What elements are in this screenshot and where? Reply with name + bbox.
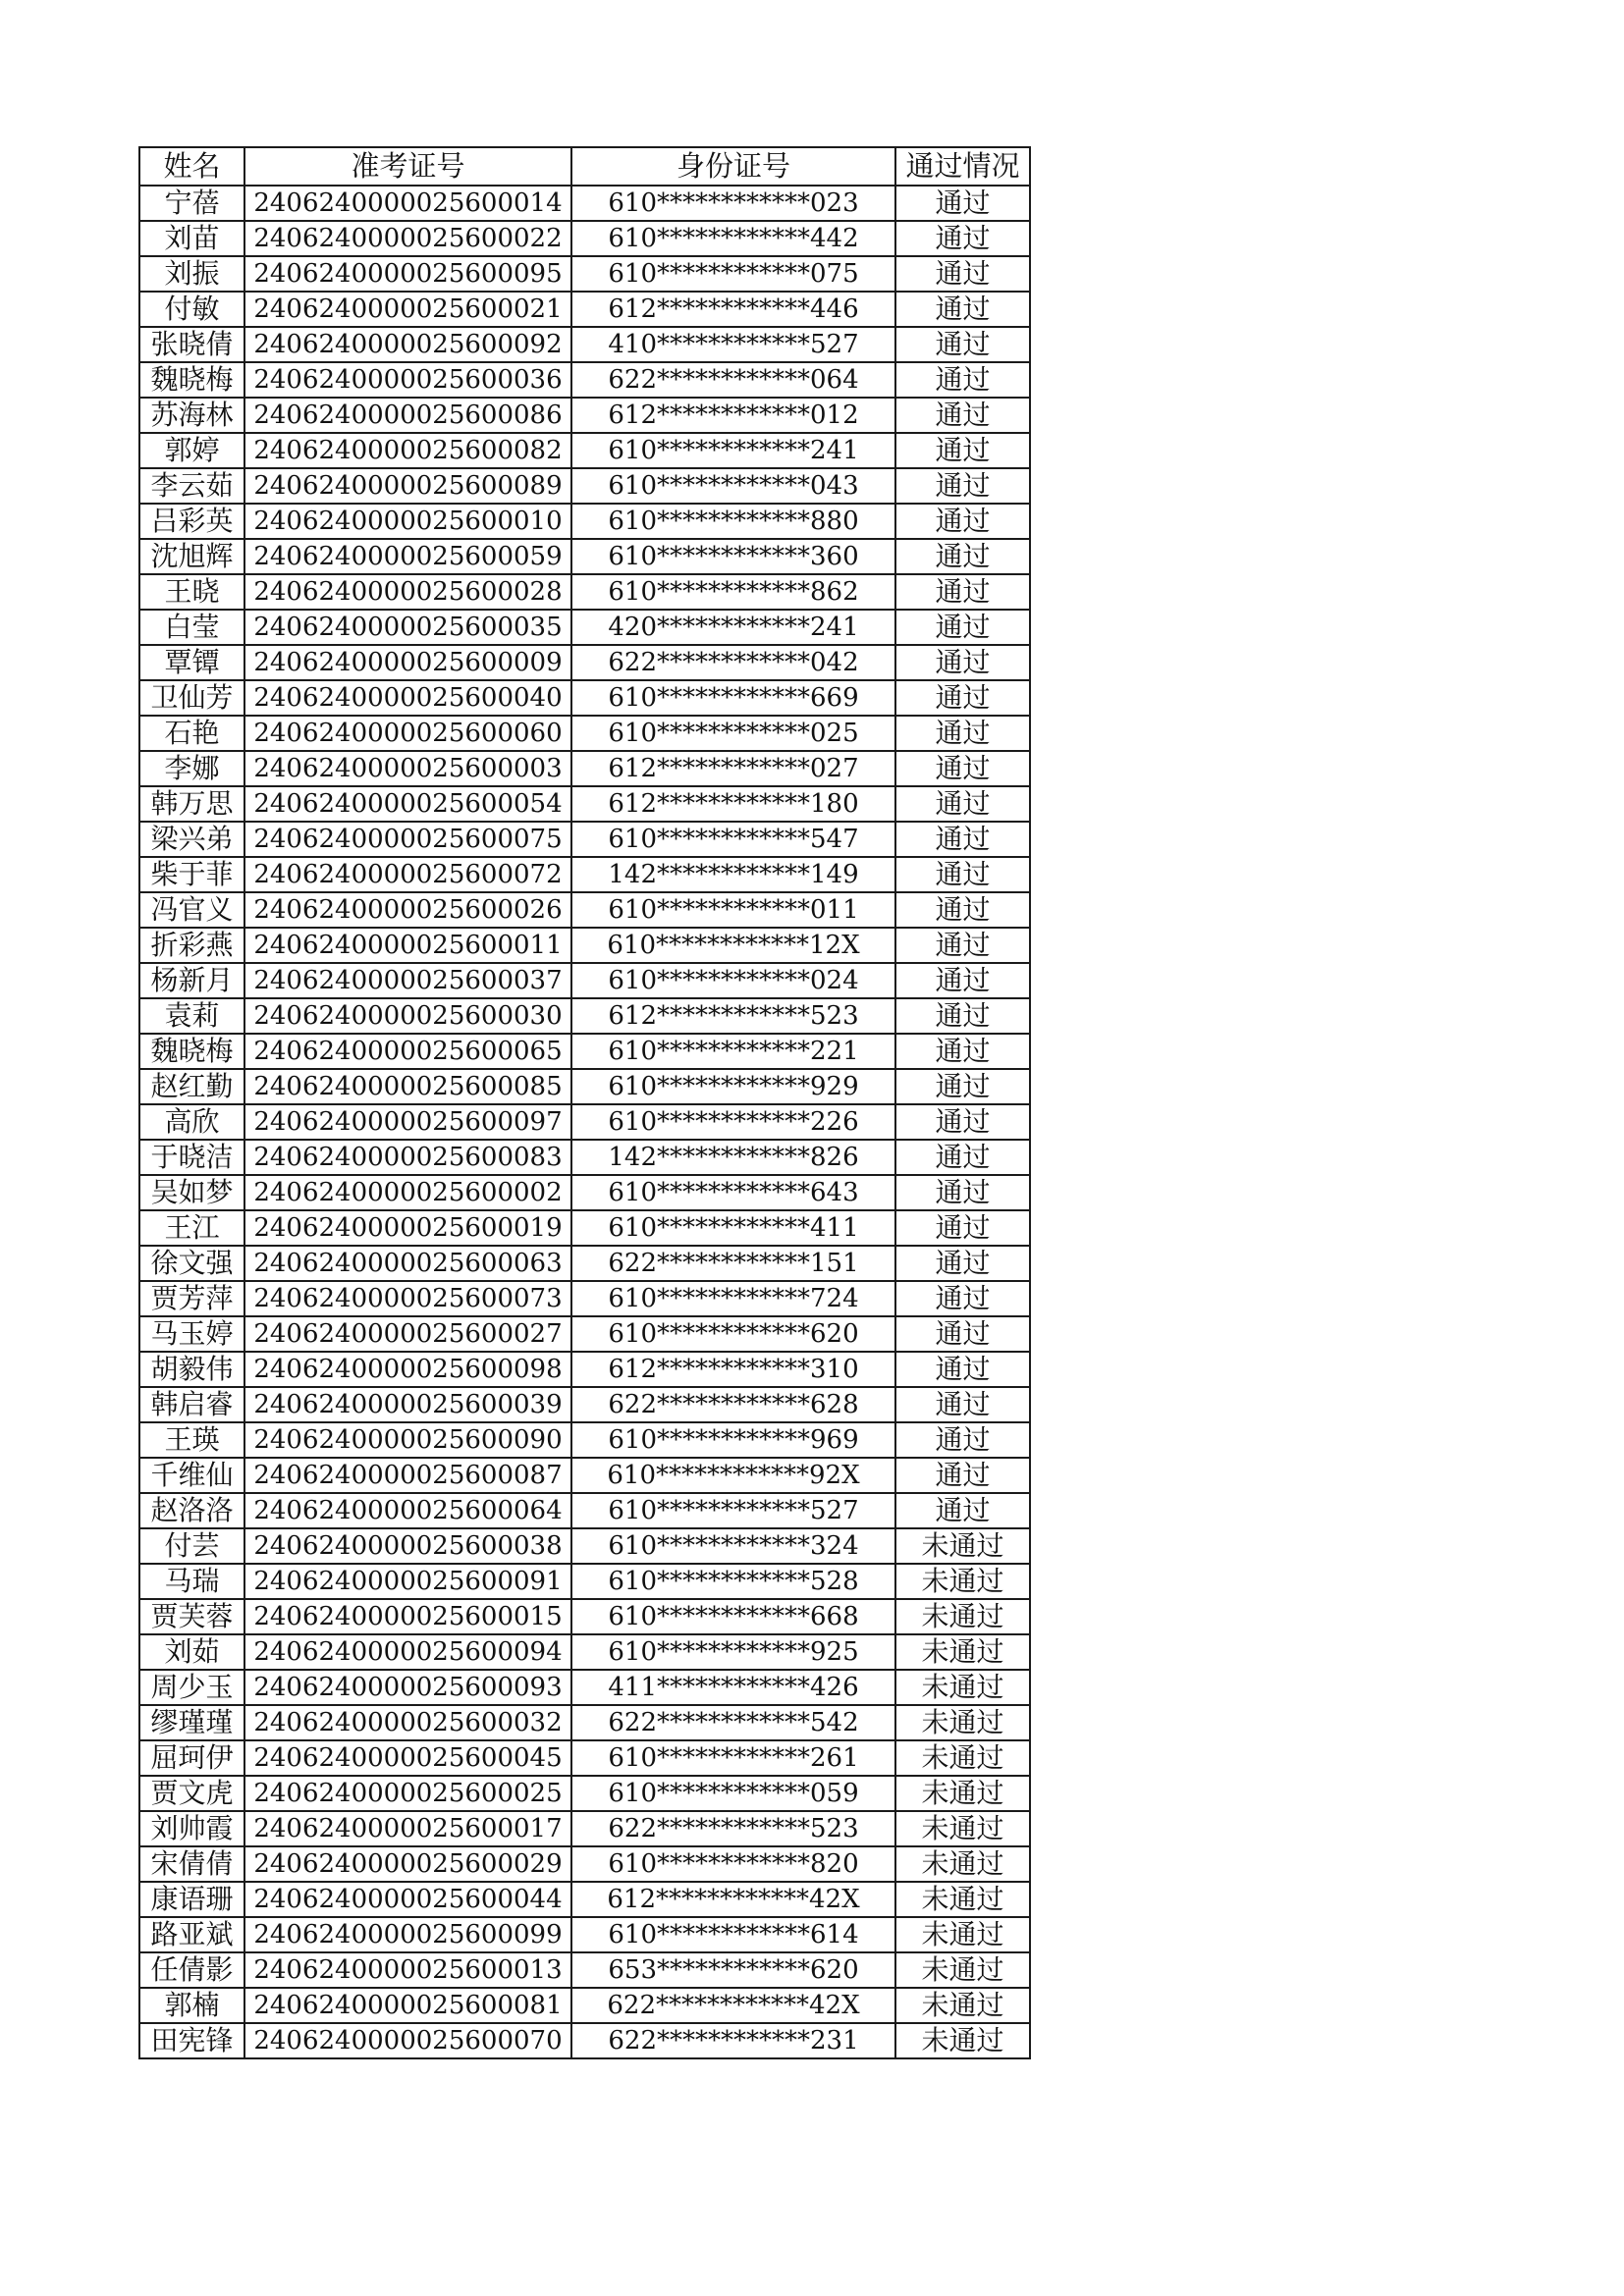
cell-exam-number: 2406240000025600083 <box>244 1140 571 1175</box>
cell-pass-status: 通过 <box>895 857 1030 892</box>
cell-name: 徐文强 <box>139 1246 244 1281</box>
table-row <box>139 1599 1030 1634</box>
cell-name: 魏晓梅 <box>139 1034 244 1069</box>
cell-name: 缪瑾瑾 <box>139 1705 244 1740</box>
cell-id-number: 622************042 <box>571 645 895 680</box>
cell-id-number: 610************929 <box>571 1069 895 1104</box>
cell-exam-number: 2406240000025600002 <box>244 1175 571 1210</box>
cell-name: 韩启睿 <box>139 1387 244 1422</box>
cell-exam-number: 2406240000025600075 <box>244 822 571 857</box>
cell-id-number: 610************969 <box>571 1422 895 1458</box>
cell-id-number: 610************261 <box>571 1740 895 1776</box>
cell-name: 李娜 <box>139 751 244 786</box>
cell-exam-number: 2406240000025600036 <box>244 362 571 398</box>
cell-id-number: 610************527 <box>571 1493 895 1528</box>
table-row <box>139 998 1030 1034</box>
cell-name: 宋倩倩 <box>139 1846 244 1882</box>
cell-id-number: 610************724 <box>571 1281 895 1316</box>
cell-id-number: 612************310 <box>571 1352 895 1387</box>
cell-name: 梁兴弟 <box>139 822 244 857</box>
cell-pass-status: 通过 <box>895 998 1030 1034</box>
table-body <box>139 186 1030 2058</box>
cell-id-number: 610************528 <box>571 1564 895 1599</box>
cell-name: 胡毅伟 <box>139 1352 244 1387</box>
cell-id-number: 622************42X <box>571 1988 895 2023</box>
table-row <box>139 504 1030 539</box>
cell-exam-number: 2406240000025600030 <box>244 998 571 1034</box>
cell-pass-status: 通过 <box>895 221 1030 256</box>
cell-exam-number: 2406240000025600028 <box>244 574 571 610</box>
cell-exam-number: 2406240000025600099 <box>244 1917 571 1952</box>
cell-pass-status: 未通过 <box>895 1952 1030 1988</box>
cell-id-number: 610************360 <box>571 539 895 574</box>
table-row <box>139 1352 1030 1387</box>
table-row <box>139 398 1030 433</box>
cell-pass-status: 通过 <box>895 1210 1030 1246</box>
cell-name: 路亚斌 <box>139 1917 244 1952</box>
cell-exam-number: 2406240000025600081 <box>244 1988 571 2023</box>
cell-pass-status: 通过 <box>895 327 1030 362</box>
cell-exam-number: 2406240000025600009 <box>244 645 571 680</box>
cell-exam-number: 2406240000025600014 <box>244 186 571 221</box>
cell-name: 刘振 <box>139 256 244 292</box>
cell-id-number: 610************820 <box>571 1846 895 1882</box>
table-row <box>139 1917 1030 1952</box>
cell-pass-status: 通过 <box>895 186 1030 221</box>
cell-name: 苏海林 <box>139 398 244 433</box>
table-row <box>139 1670 1030 1705</box>
cell-pass-status: 未通过 <box>895 1740 1030 1776</box>
cell-id-number: 610************880 <box>571 504 895 539</box>
cell-pass-status: 通过 <box>895 822 1030 857</box>
table-row <box>139 610 1030 645</box>
table-row <box>139 1846 1030 1882</box>
cell-id-number: 610************226 <box>571 1104 895 1140</box>
cell-pass-status: 未通过 <box>895 1634 1030 1670</box>
cell-id-number: 142************826 <box>571 1140 895 1175</box>
cell-id-number: 612************012 <box>571 398 895 433</box>
cell-pass-status: 通过 <box>895 1316 1030 1352</box>
table-row <box>139 1493 1030 1528</box>
cell-pass-status: 未通过 <box>895 1882 1030 1917</box>
cell-name: 贾芙蓉 <box>139 1599 244 1634</box>
cell-exam-number: 2406240000025600003 <box>244 751 571 786</box>
cell-id-number: 653************620 <box>571 1952 895 1988</box>
cell-exam-number: 2406240000025600015 <box>244 1599 571 1634</box>
table-row <box>139 327 1030 362</box>
cell-name: 康语珊 <box>139 1882 244 1917</box>
cell-exam-number: 2406240000025600026 <box>244 892 571 928</box>
header-name: 姓名 <box>139 147 244 186</box>
cell-id-number: 622************542 <box>571 1705 895 1740</box>
cell-name: 郭婷 <box>139 433 244 468</box>
cell-pass-status: 通过 <box>895 1140 1030 1175</box>
cell-pass-status: 通过 <box>895 1387 1030 1422</box>
cell-pass-status: 通过 <box>895 433 1030 468</box>
table-row <box>139 857 1030 892</box>
cell-exam-number: 2406240000025600093 <box>244 1670 571 1705</box>
cell-name: 沈旭辉 <box>139 539 244 574</box>
cell-exam-number: 2406240000025600059 <box>244 539 571 574</box>
table-row <box>139 1740 1030 1776</box>
cell-name: 任倩影 <box>139 1952 244 1988</box>
cell-name: 千维仙 <box>139 1458 244 1493</box>
table-row <box>139 963 1030 998</box>
results-sheet <box>138 146 1031 2059</box>
cell-id-number: 420************241 <box>571 610 895 645</box>
table-row <box>139 433 1030 468</box>
cell-pass-status: 通过 <box>895 1352 1030 1387</box>
table-row <box>139 1705 1030 1740</box>
table-row <box>139 1175 1030 1210</box>
table-row <box>139 1104 1030 1140</box>
cell-name: 付敏 <box>139 292 244 327</box>
cell-pass-status: 通过 <box>895 645 1030 680</box>
cell-pass-status: 通过 <box>895 786 1030 822</box>
cell-exam-number: 2406240000025600011 <box>244 928 571 963</box>
cell-exam-number: 2406240000025600060 <box>244 716 571 751</box>
cell-exam-number: 2406240000025600017 <box>244 1811 571 1846</box>
results-table <box>138 146 1031 2059</box>
cell-name: 赵洛洛 <box>139 1493 244 1528</box>
cell-name: 屈珂伊 <box>139 1740 244 1776</box>
cell-id-number: 610************620 <box>571 1316 895 1352</box>
cell-id-number: 610************925 <box>571 1634 895 1670</box>
cell-name: 李云茹 <box>139 468 244 504</box>
table-row <box>139 1387 1030 1422</box>
table-row <box>139 1564 1030 1599</box>
table-row <box>139 1246 1030 1281</box>
header-exam-number: 准考证号 <box>244 147 571 186</box>
cell-name: 韩万思 <box>139 786 244 822</box>
cell-exam-number: 2406240000025600064 <box>244 1493 571 1528</box>
table-row <box>139 786 1030 822</box>
table-row <box>139 716 1030 751</box>
cell-pass-status: 未通过 <box>895 1846 1030 1882</box>
cell-pass-status: 通过 <box>895 539 1030 574</box>
table-row <box>139 1882 1030 1917</box>
cell-exam-number: 2406240000025600086 <box>244 398 571 433</box>
cell-pass-status: 通过 <box>895 1422 1030 1458</box>
cell-pass-status: 未通过 <box>895 1705 1030 1740</box>
cell-pass-status: 未通过 <box>895 1811 1030 1846</box>
cell-exam-number: 2406240000025600089 <box>244 468 571 504</box>
cell-exam-number: 2406240000025600072 <box>244 857 571 892</box>
cell-id-number: 622************523 <box>571 1811 895 1846</box>
cell-pass-status: 通过 <box>895 751 1030 786</box>
table-row <box>139 1776 1030 1811</box>
cell-name: 刘茹 <box>139 1634 244 1670</box>
table-row <box>139 1634 1030 1670</box>
cell-name: 高欣 <box>139 1104 244 1140</box>
cell-name: 赵红勤 <box>139 1069 244 1104</box>
cell-exam-number: 2406240000025600025 <box>244 1776 571 1811</box>
cell-id-number: 142************149 <box>571 857 895 892</box>
cell-pass-status: 未通过 <box>895 1564 1030 1599</box>
cell-pass-status: 通过 <box>895 1034 1030 1069</box>
cell-id-number: 610************059 <box>571 1776 895 1811</box>
cell-name: 白莹 <box>139 610 244 645</box>
cell-pass-status: 通过 <box>895 1175 1030 1210</box>
cell-name: 杨新月 <box>139 963 244 998</box>
cell-name: 贾文虎 <box>139 1776 244 1811</box>
cell-id-number: 610************92X <box>571 1458 895 1493</box>
cell-pass-status: 通过 <box>895 362 1030 398</box>
cell-id-number: 610************442 <box>571 221 895 256</box>
table-row <box>139 256 1030 292</box>
cell-name: 柴于菲 <box>139 857 244 892</box>
cell-pass-status: 通过 <box>895 292 1030 327</box>
cell-pass-status: 通过 <box>895 1493 1030 1528</box>
cell-id-number: 612************523 <box>571 998 895 1034</box>
cell-id-number: 610************614 <box>571 1917 895 1952</box>
header-id-number: 身份证号 <box>571 147 895 186</box>
cell-exam-number: 2406240000025600054 <box>244 786 571 822</box>
cell-name: 郭楠 <box>139 1988 244 2023</box>
cell-id-number: 411************426 <box>571 1670 895 1705</box>
cell-pass-status: 通过 <box>895 1281 1030 1316</box>
cell-id-number: 612************027 <box>571 751 895 786</box>
cell-exam-number: 2406240000025600085 <box>244 1069 571 1104</box>
cell-exam-number: 2406240000025600039 <box>244 1387 571 1422</box>
cell-exam-number: 2406240000025600070 <box>244 2023 571 2058</box>
cell-name: 刘帅霞 <box>139 1811 244 1846</box>
cell-exam-number: 2406240000025600092 <box>244 327 571 362</box>
cell-name: 冯官义 <box>139 892 244 928</box>
cell-id-number: 610************025 <box>571 716 895 751</box>
table-row <box>139 680 1030 716</box>
cell-pass-status: 未通过 <box>895 2023 1030 2058</box>
cell-pass-status: 通过 <box>895 1246 1030 1281</box>
cell-name: 王江 <box>139 1210 244 1246</box>
cell-exam-number: 2406240000025600065 <box>244 1034 571 1069</box>
cell-name: 吕彩英 <box>139 504 244 539</box>
table-row <box>139 574 1030 610</box>
table-row <box>139 1069 1030 1104</box>
cell-name: 魏晓梅 <box>139 362 244 398</box>
cell-id-number: 610************411 <box>571 1210 895 1246</box>
cell-name: 宁蓓 <box>139 186 244 221</box>
cell-name: 吴如梦 <box>139 1175 244 1210</box>
cell-exam-number: 2406240000025600073 <box>244 1281 571 1316</box>
table-row <box>139 1528 1030 1564</box>
cell-pass-status: 未通过 <box>895 1599 1030 1634</box>
cell-exam-number: 2406240000025600095 <box>244 256 571 292</box>
cell-pass-status: 通过 <box>895 468 1030 504</box>
table-row <box>139 292 1030 327</box>
cell-exam-number: 2406240000025600045 <box>244 1740 571 1776</box>
table-row <box>139 186 1030 221</box>
cell-pass-status: 未通过 <box>895 1917 1030 1952</box>
cell-pass-status: 通过 <box>895 1104 1030 1140</box>
cell-exam-number: 2406240000025600037 <box>244 963 571 998</box>
cell-id-number: 610************075 <box>571 256 895 292</box>
cell-pass-status: 通过 <box>895 1069 1030 1104</box>
table-row <box>139 1422 1030 1458</box>
cell-exam-number: 2406240000025600029 <box>244 1846 571 1882</box>
cell-name: 石艳 <box>139 716 244 751</box>
cell-exam-number: 2406240000025600022 <box>244 221 571 256</box>
cell-id-number: 622************064 <box>571 362 895 398</box>
header-pass-status: 通过情况 <box>895 147 1030 186</box>
cell-pass-status: 通过 <box>895 1458 1030 1493</box>
cell-name: 周少玉 <box>139 1670 244 1705</box>
cell-exam-number: 2406240000025600027 <box>244 1316 571 1352</box>
cell-pass-status: 通过 <box>895 928 1030 963</box>
cell-pass-status: 通过 <box>895 574 1030 610</box>
table-row <box>139 1034 1030 1069</box>
cell-exam-number: 2406240000025600021 <box>244 292 571 327</box>
cell-pass-status: 未通过 <box>895 1670 1030 1705</box>
cell-pass-status: 通过 <box>895 892 1030 928</box>
cell-pass-status: 通过 <box>895 680 1030 716</box>
cell-id-number: 610************043 <box>571 468 895 504</box>
table-row <box>139 822 1030 857</box>
cell-exam-number: 2406240000025600038 <box>244 1528 571 1564</box>
cell-name: 王瑛 <box>139 1422 244 1458</box>
cell-exam-number: 2406240000025600035 <box>244 610 571 645</box>
table-row <box>139 2023 1030 2058</box>
cell-id-number: 612************42X <box>571 1882 895 1917</box>
table-row <box>139 1952 1030 1988</box>
table-row <box>139 1316 1030 1352</box>
cell-id-number: 610************547 <box>571 822 895 857</box>
cell-id-number: 612************446 <box>571 292 895 327</box>
header-row <box>139 147 1030 186</box>
cell-pass-status: 通过 <box>895 504 1030 539</box>
cell-exam-number: 2406240000025600094 <box>244 1634 571 1670</box>
cell-id-number: 610************011 <box>571 892 895 928</box>
cell-exam-number: 2406240000025600032 <box>244 1705 571 1740</box>
cell-name: 付芸 <box>139 1528 244 1564</box>
cell-id-number: 410************527 <box>571 327 895 362</box>
cell-exam-number: 2406240000025600090 <box>244 1422 571 1458</box>
cell-name: 王晓 <box>139 574 244 610</box>
cell-name: 袁莉 <box>139 998 244 1034</box>
table-row <box>139 362 1030 398</box>
table-row <box>139 751 1030 786</box>
table-row <box>139 892 1030 928</box>
cell-exam-number: 2406240000025600019 <box>244 1210 571 1246</box>
cell-id-number: 610************668 <box>571 1599 895 1634</box>
cell-exam-number: 2406240000025600044 <box>244 1882 571 1917</box>
cell-id-number: 610************862 <box>571 574 895 610</box>
table-row <box>139 539 1030 574</box>
table-row <box>139 1140 1030 1175</box>
cell-exam-number: 2406240000025600010 <box>244 504 571 539</box>
cell-exam-number: 2406240000025600087 <box>244 1458 571 1493</box>
table-row <box>139 1988 1030 2023</box>
cell-id-number: 610************669 <box>571 680 895 716</box>
cell-name: 马瑞 <box>139 1564 244 1599</box>
cell-pass-status: 未通过 <box>895 1528 1030 1564</box>
cell-id-number: 610************643 <box>571 1175 895 1210</box>
cell-name: 覃镡 <box>139 645 244 680</box>
cell-id-number: 622************628 <box>571 1387 895 1422</box>
cell-pass-status: 未通过 <box>895 1988 1030 2023</box>
cell-pass-status: 通过 <box>895 610 1030 645</box>
cell-name: 卫仙芳 <box>139 680 244 716</box>
cell-name: 刘苗 <box>139 221 244 256</box>
table-row <box>139 1458 1030 1493</box>
cell-exam-number: 2406240000025600082 <box>244 433 571 468</box>
cell-exam-number: 2406240000025600040 <box>244 680 571 716</box>
cell-name: 于晓洁 <box>139 1140 244 1175</box>
table-row <box>139 1281 1030 1316</box>
cell-name: 贾芳萍 <box>139 1281 244 1316</box>
cell-exam-number: 2406240000025600097 <box>244 1104 571 1140</box>
cell-name: 田宪锋 <box>139 2023 244 2058</box>
cell-id-number: 610************324 <box>571 1528 895 1564</box>
cell-exam-number: 2406240000025600091 <box>244 1564 571 1599</box>
cell-id-number: 622************231 <box>571 2023 895 2058</box>
cell-pass-status: 通过 <box>895 716 1030 751</box>
cell-pass-status: 通过 <box>895 963 1030 998</box>
cell-id-number: 610************023 <box>571 186 895 221</box>
table-row <box>139 1811 1030 1846</box>
table-row <box>139 468 1030 504</box>
cell-exam-number: 2406240000025600063 <box>244 1246 571 1281</box>
cell-exam-number: 2406240000025600013 <box>244 1952 571 1988</box>
cell-pass-status: 未通过 <box>895 1776 1030 1811</box>
cell-id-number: 610************024 <box>571 963 895 998</box>
cell-id-number: 622************151 <box>571 1246 895 1281</box>
table-row <box>139 221 1030 256</box>
table-row <box>139 645 1030 680</box>
cell-id-number: 610************12X <box>571 928 895 963</box>
cell-name: 马玉婷 <box>139 1316 244 1352</box>
table-row <box>139 928 1030 963</box>
cell-pass-status: 通过 <box>895 256 1030 292</box>
cell-id-number: 610************221 <box>571 1034 895 1069</box>
cell-exam-number: 2406240000025600098 <box>244 1352 571 1387</box>
cell-name: 张晓倩 <box>139 327 244 362</box>
cell-id-number: 610************241 <box>571 433 895 468</box>
cell-id-number: 612************180 <box>571 786 895 822</box>
table-row <box>139 1210 1030 1246</box>
cell-name: 折彩燕 <box>139 928 244 963</box>
cell-pass-status: 通过 <box>895 398 1030 433</box>
